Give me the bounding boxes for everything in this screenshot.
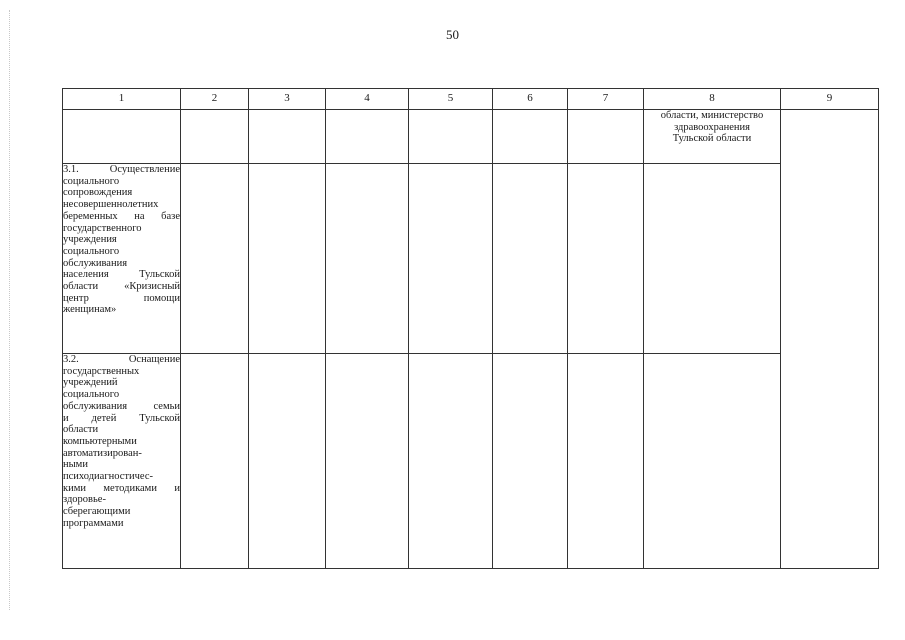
cell-line: обслуживания семьи: [63, 400, 180, 412]
header-cell: 9: [781, 89, 879, 110]
header-cell: 4: [326, 89, 409, 110]
cell-line: здоровье-: [63, 494, 106, 506]
cell-line: государственных: [63, 365, 140, 377]
cell-line: ными: [63, 459, 88, 471]
cell-line: социального: [63, 389, 120, 401]
cell-line: 3.2. Оснащение: [63, 354, 180, 365]
activity-description-cell: [63, 354, 181, 569]
table-cell: [326, 164, 409, 354]
cell-line: области «Кризисный: [63, 281, 180, 293]
header-cell: 2: [181, 89, 249, 110]
cell-line: области: [63, 424, 99, 436]
cell-line: области, министерство: [660, 110, 764, 121]
table-cell: [181, 164, 249, 354]
table-cell: [493, 354, 568, 569]
table-header-row: [63, 89, 879, 110]
table-cell-col9: [781, 110, 879, 569]
table-row: [63, 354, 879, 569]
table-cell: [249, 354, 326, 569]
header-cell: 5: [409, 89, 493, 110]
table-cell: [409, 110, 493, 164]
cell-line: центр помощи: [63, 292, 180, 304]
table-cell: [568, 110, 644, 164]
table-cell: [644, 164, 781, 354]
activity-description-cell: [63, 164, 181, 354]
table-cell: [181, 354, 249, 569]
table-cell: [409, 354, 493, 569]
cell-line: обслуживания: [63, 257, 128, 269]
cell-line: государственного: [63, 222, 142, 234]
table-cell: [568, 164, 644, 354]
table-cell: [249, 164, 326, 354]
table-cell: [249, 110, 326, 164]
cell-line: психодиагностичес-: [63, 471, 153, 483]
document-table: [62, 88, 879, 569]
table-cell: [181, 110, 249, 164]
header-cell: 6: [493, 89, 568, 110]
header-cell: 3: [249, 89, 326, 110]
table-cell: [493, 164, 568, 354]
table-cell: [493, 110, 568, 164]
header-cell: 7: [568, 89, 644, 110]
cell-line: беременных на базе: [63, 210, 180, 222]
cell-line: населения Тульской: [63, 269, 180, 281]
cell-line: социального: [63, 175, 120, 187]
cell-line: и детей Тульской: [63, 412, 180, 424]
table-cell: [326, 110, 409, 164]
responsible-cell: [644, 110, 781, 164]
cell-line: учреждений: [63, 377, 118, 389]
cell-line: компьютерными: [63, 435, 137, 447]
table-row: [63, 110, 879, 164]
cell-line: программами: [63, 517, 124, 529]
cell-line: несовершеннолетних: [63, 199, 159, 211]
cell-line: сберегающими: [63, 506, 131, 518]
cell-line: Тульской области: [672, 133, 752, 145]
cell-line: женщинам»: [63, 304, 117, 316]
table-cell: [644, 354, 781, 569]
cell-line: социального: [63, 245, 120, 257]
cell-line: здравоохранения: [674, 121, 750, 133]
cell-line: автоматизирован-: [63, 447, 142, 459]
cell-line: кими методиками и: [63, 482, 180, 494]
cell-line: учреждения: [63, 234, 117, 246]
cell-line: сопровождения: [63, 187, 133, 199]
table-cell: [326, 354, 409, 569]
table-cell: [568, 354, 644, 569]
table-cell: [63, 110, 181, 164]
header-cell: 1: [63, 89, 181, 110]
page-number: 50: [446, 27, 459, 42]
table-cell: [409, 164, 493, 354]
header-cell: 8: [644, 89, 781, 110]
scan-margin-dots: [9, 10, 11, 610]
table-row: [63, 164, 879, 354]
cell-line: 3.1. Осуществление: [63, 164, 180, 175]
